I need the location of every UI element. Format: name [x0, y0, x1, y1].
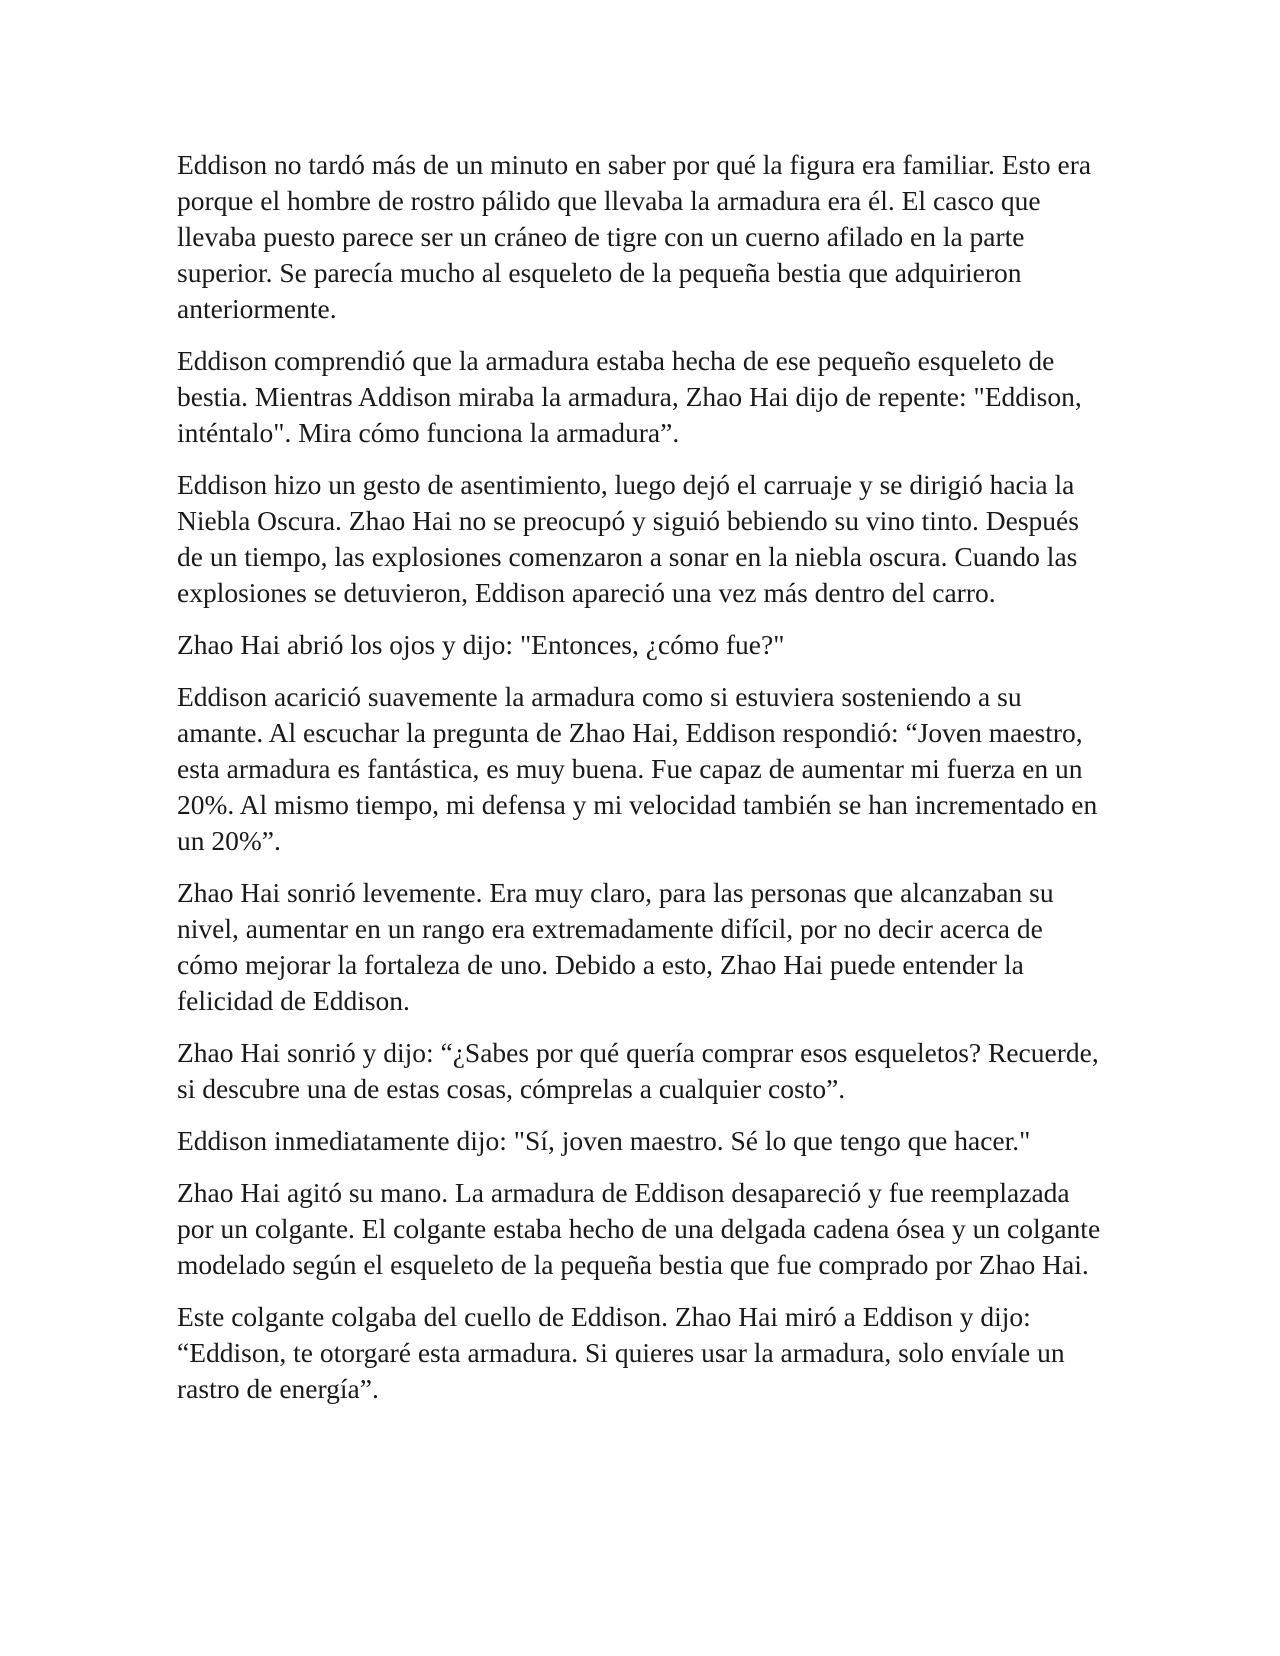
paragraph-9: Zhao Hai agitó su mano. La armadura de Eddison desapareció y fue reemplazada por un colgante. El colgante estaba hecho de una delgada cadena ósea y un colgante modelado según el esqueleto de la pequeña bestia que fue comprado por Zhao Hai. [177, 1177, 1101, 1280]
body-text [177, 147, 1107, 1423]
paragraph-5: Eddison acarició suavemente la armadura como si estuviera sosteniendo a su amante. Al escuchar la pregunta de Zhao Hai, Eddison respondió: “Joven maestro, esta armadura es fantástica, es muy buena. Fue capaz de aumentar mi fuerza en un 20%. Al mismo tiempo, mi defensa y mi velocidad también se han incrementado en un 20%”. [177, 681, 1098, 856]
paragraph-3: Eddison hizo un gesto de asentimiento, luego dejó el carruaje y se dirigió hacia la Niebla Oscura. Zhao Hai no se preocupó y siguió bebiendo su vino tinto. Después de un tiempo, las explosiones comenzaron a sonar en la niebla oscura. Cuando las explosiones se detuvieron, Eddison apareció una vez más dentro del carro. [177, 469, 1079, 608]
paragraph-6: Zhao Hai sonrió levemente. Era muy claro, para las personas que alcanzaban su nivel, aumentar en un rango era extremadamente difícil, por no decir acerca de cómo mejorar la fortaleza de uno. Debido a esto, Zhao Hai puede entender la felicidad de Eddison. [177, 877, 1054, 1016]
paragraph-4: Zhao Hai abrió los ojos y dijo: "Entonces, ¿cómo fue?" [177, 629, 785, 660]
paragraph-10: Este colgante colgaba del cuello de Eddison. Zhao Hai miró a Eddison y dijo: “Eddison, te otorgaré esta armadura. Si quieres usar la armadura, solo envíale un rastro de energía”. [177, 1301, 1065, 1404]
paragraph-1: Eddison no tardó más de un minuto en saber por qué la figura era familiar. Esto era porque el hombre de rostro pálido que llevaba la armadura era él. El casco que llevaba puesto parece ser un cráneo de tigre con un cuerno afilado en la parte superior. Se parecía mucho al esqueleto de la pequeña bestia que adquirieron anteriormente. [177, 149, 1092, 324]
paragraph-2: Eddison comprendió que la armadura estaba hecha de ese pequeño esqueleto de bestia. Mientras Addison miraba la armadura, Zhao Hai dijo de repente: "Eddison, inténtalo". Mira cómo funciona la armadura”. [177, 345, 1082, 448]
paragraph-8: Eddison inmediatamente dijo: "Sí, joven maestro. Sé lo que tengo que hacer." [177, 1125, 1031, 1156]
paragraph-7: Zhao Hai sonrió y dijo: “¿Sabes por qué quería comprar esos esqueletos? Recuerde, si descubre una de estas cosas, cómprelas a cualquier costo”. [177, 1037, 1099, 1104]
